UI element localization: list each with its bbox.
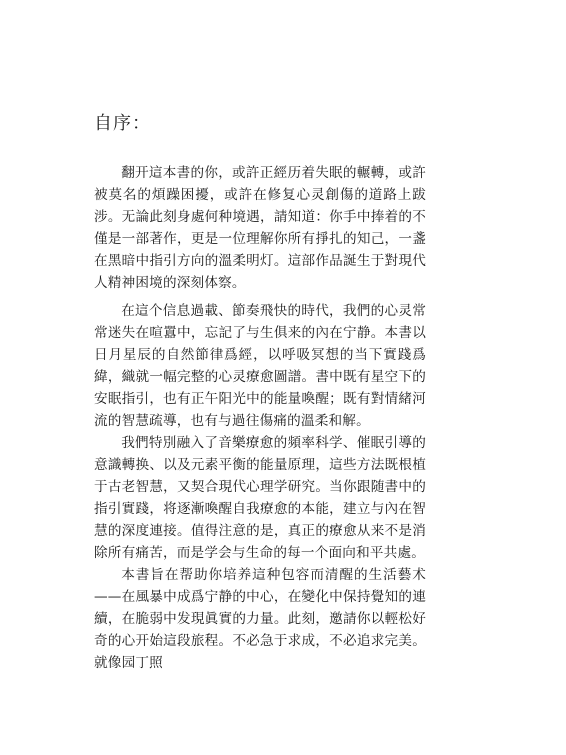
preface-heading: 自序： xyxy=(94,113,151,134)
paragraph-2: 在這个信息過載、節奏飛快的時代，我們的心灵常常迷失在喧囂中，忘記了与生俱来的內在宁静。本書以日月星辰的自然節律爲經，以呼吸冥想的当下實踐爲緯，織就一幅完整的心灵療愈圖譜。書中既有星空下的安眠指引，也有正午阳光中的能量喚醒；既有對情緒河流的智慧疏導，也有与過往傷痛的溫柔和解。 xyxy=(94,303,426,429)
paragraph-3: 我們特別融入了音樂療愈的頻率科学、催眠引導的意識轉换、以及元素平衡的能量原理，這些方法既根植于古老智慧，又契合現代心理学研究。当你跟随書中的指引實踐，将逐漸喚醒自我療愈的本能，建立与內在智慧的深度連接。值得注意的是，真正的療愈从来不是消除所有痛苦，而是学会与生命的每一个面向和平共處。 xyxy=(94,435,426,561)
preface-body xyxy=(94,162,426,674)
paragraph-1: 翻开這本書的你，或許正經历着失眠的輾轉，或許被莫名的煩躁困擾，或許在修复心灵創傷的道路上跋涉。无論此刻身處何种境遇，請知道：你手中捧着的不僅是一部著作，更是一位理解你所有掙扎的知己，一盞在黑暗中指引方向的溫柔明灯。這部作品誕生于對現代人精神困境的深刻体察。 xyxy=(94,165,426,291)
paragraph-4: 本書旨在帮助你培养這种包容而清醒的生活藝术——在風暴中成爲宁静的中心，在變化中保持覺知的連續，在脆弱中发現眞實的力量。此刻，邀請你以輕松好奇的心开始這段旅程。不必急于求成，不必追求完美。就像园丁照 xyxy=(94,567,426,671)
